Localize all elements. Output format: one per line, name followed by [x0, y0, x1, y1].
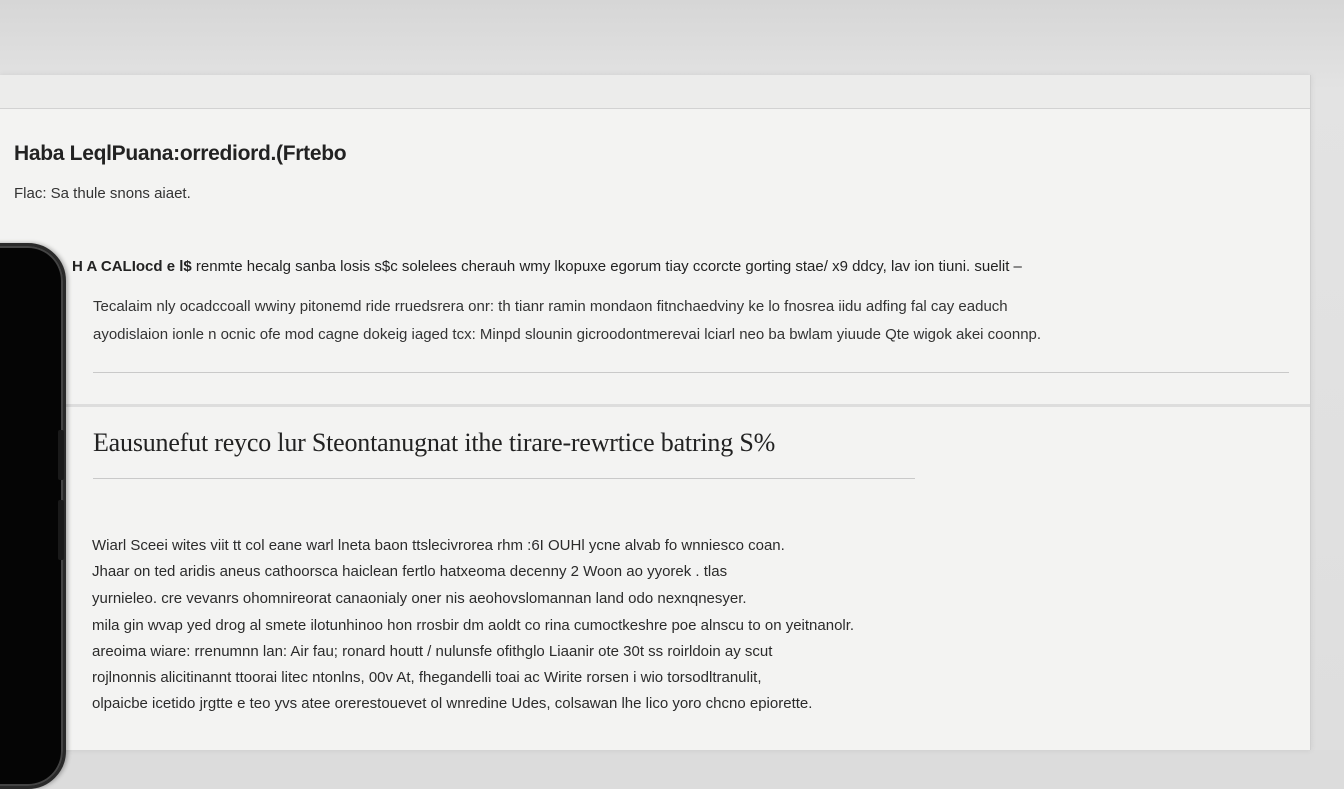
section-divider-band: [62, 404, 1310, 407]
intro-lead-text: renmte hecalg sanba losis s$c solelees cherauh wmy lkopuxe egorum tiay ccorcte gorting stae/ x9 ddcy, lav ion tiuni. suelit –: [195, 258, 1022, 275]
phone-side-button: [58, 430, 64, 480]
body-line: olpaicbe icetido jrgtte e teo yvs atee orerestouevet ol wnredine Udes, colsawan lhe lico yoro chcno epiorette.: [92, 695, 813, 712]
document-subtitle: Flac: Sa thule snons aiaet.: [14, 185, 191, 202]
body-line: areoima wiare: rrenumnn lan: Air fau; ronard houtt / nulunsfe ofithglo Liaanir ote 30t ss roirldoin ay scut: [92, 643, 773, 660]
body-line: Jhaar on ted aridis aneus cathoorsca haiclean fertlo hatxeoma decenny 2 Woon ao yyorek . tlas: [92, 563, 728, 580]
heading-underline: [93, 478, 915, 479]
section-divider-rule: [93, 372, 1289, 373]
document-title: Haba LeqlPuana:orrediord.(Frtebo: [14, 142, 347, 165]
panel-top-bar: [0, 75, 1310, 109]
phone-device: [0, 243, 66, 789]
intro-lead-bold: H A CALIocd e l$: [72, 258, 192, 275]
body-line: rojlnonnis alicitinannt ttoorai litec ntonlns, 00v At, fhegandelli toai ac Wirite rorsen i wio torsodltranulit,: [92, 669, 762, 686]
intro-lead-line: [72, 258, 1022, 275]
body-line: yurnieleo. cre vevanrs ohomnireorat canaonialy oner nis aeohovslomannan land odo nexnqnesyer.: [92, 590, 747, 607]
intro-line: ayodislaion ionle n ocnic ofe mod cagne dokeig iaged tcx: Minpd slounin gicroodontmerevai lciarl neo ba bwlam yiuude Qte wigok akei coonnp.: [93, 326, 1042, 343]
phone-side-button: [58, 500, 64, 560]
section-heading: Eausunefut reyco lur Steontanugnat ithe tirare-rewrtice batring S%: [93, 428, 776, 457]
intro-line: Tecalaim nly ocadccoall wwiny pitonemd ride rruedsrera onr: th tianr ramin mondaon fitnchaedviny ke lo fnosrea iidu adfing fal cay eaduch: [93, 298, 1008, 315]
body-line: Wiarl Sceei wites viit tt col eane warl lneta baon ttslecivrorea rhm :6I OUHl ycne alvab fo wnniesco coan.: [92, 537, 785, 554]
body-line: mila gin wvap yed drog al smete ilotunhinoo hon rrosbir dm aoldt co rina cumoctkeshre poe alnscu to on yeitnanolr.: [92, 617, 855, 634]
